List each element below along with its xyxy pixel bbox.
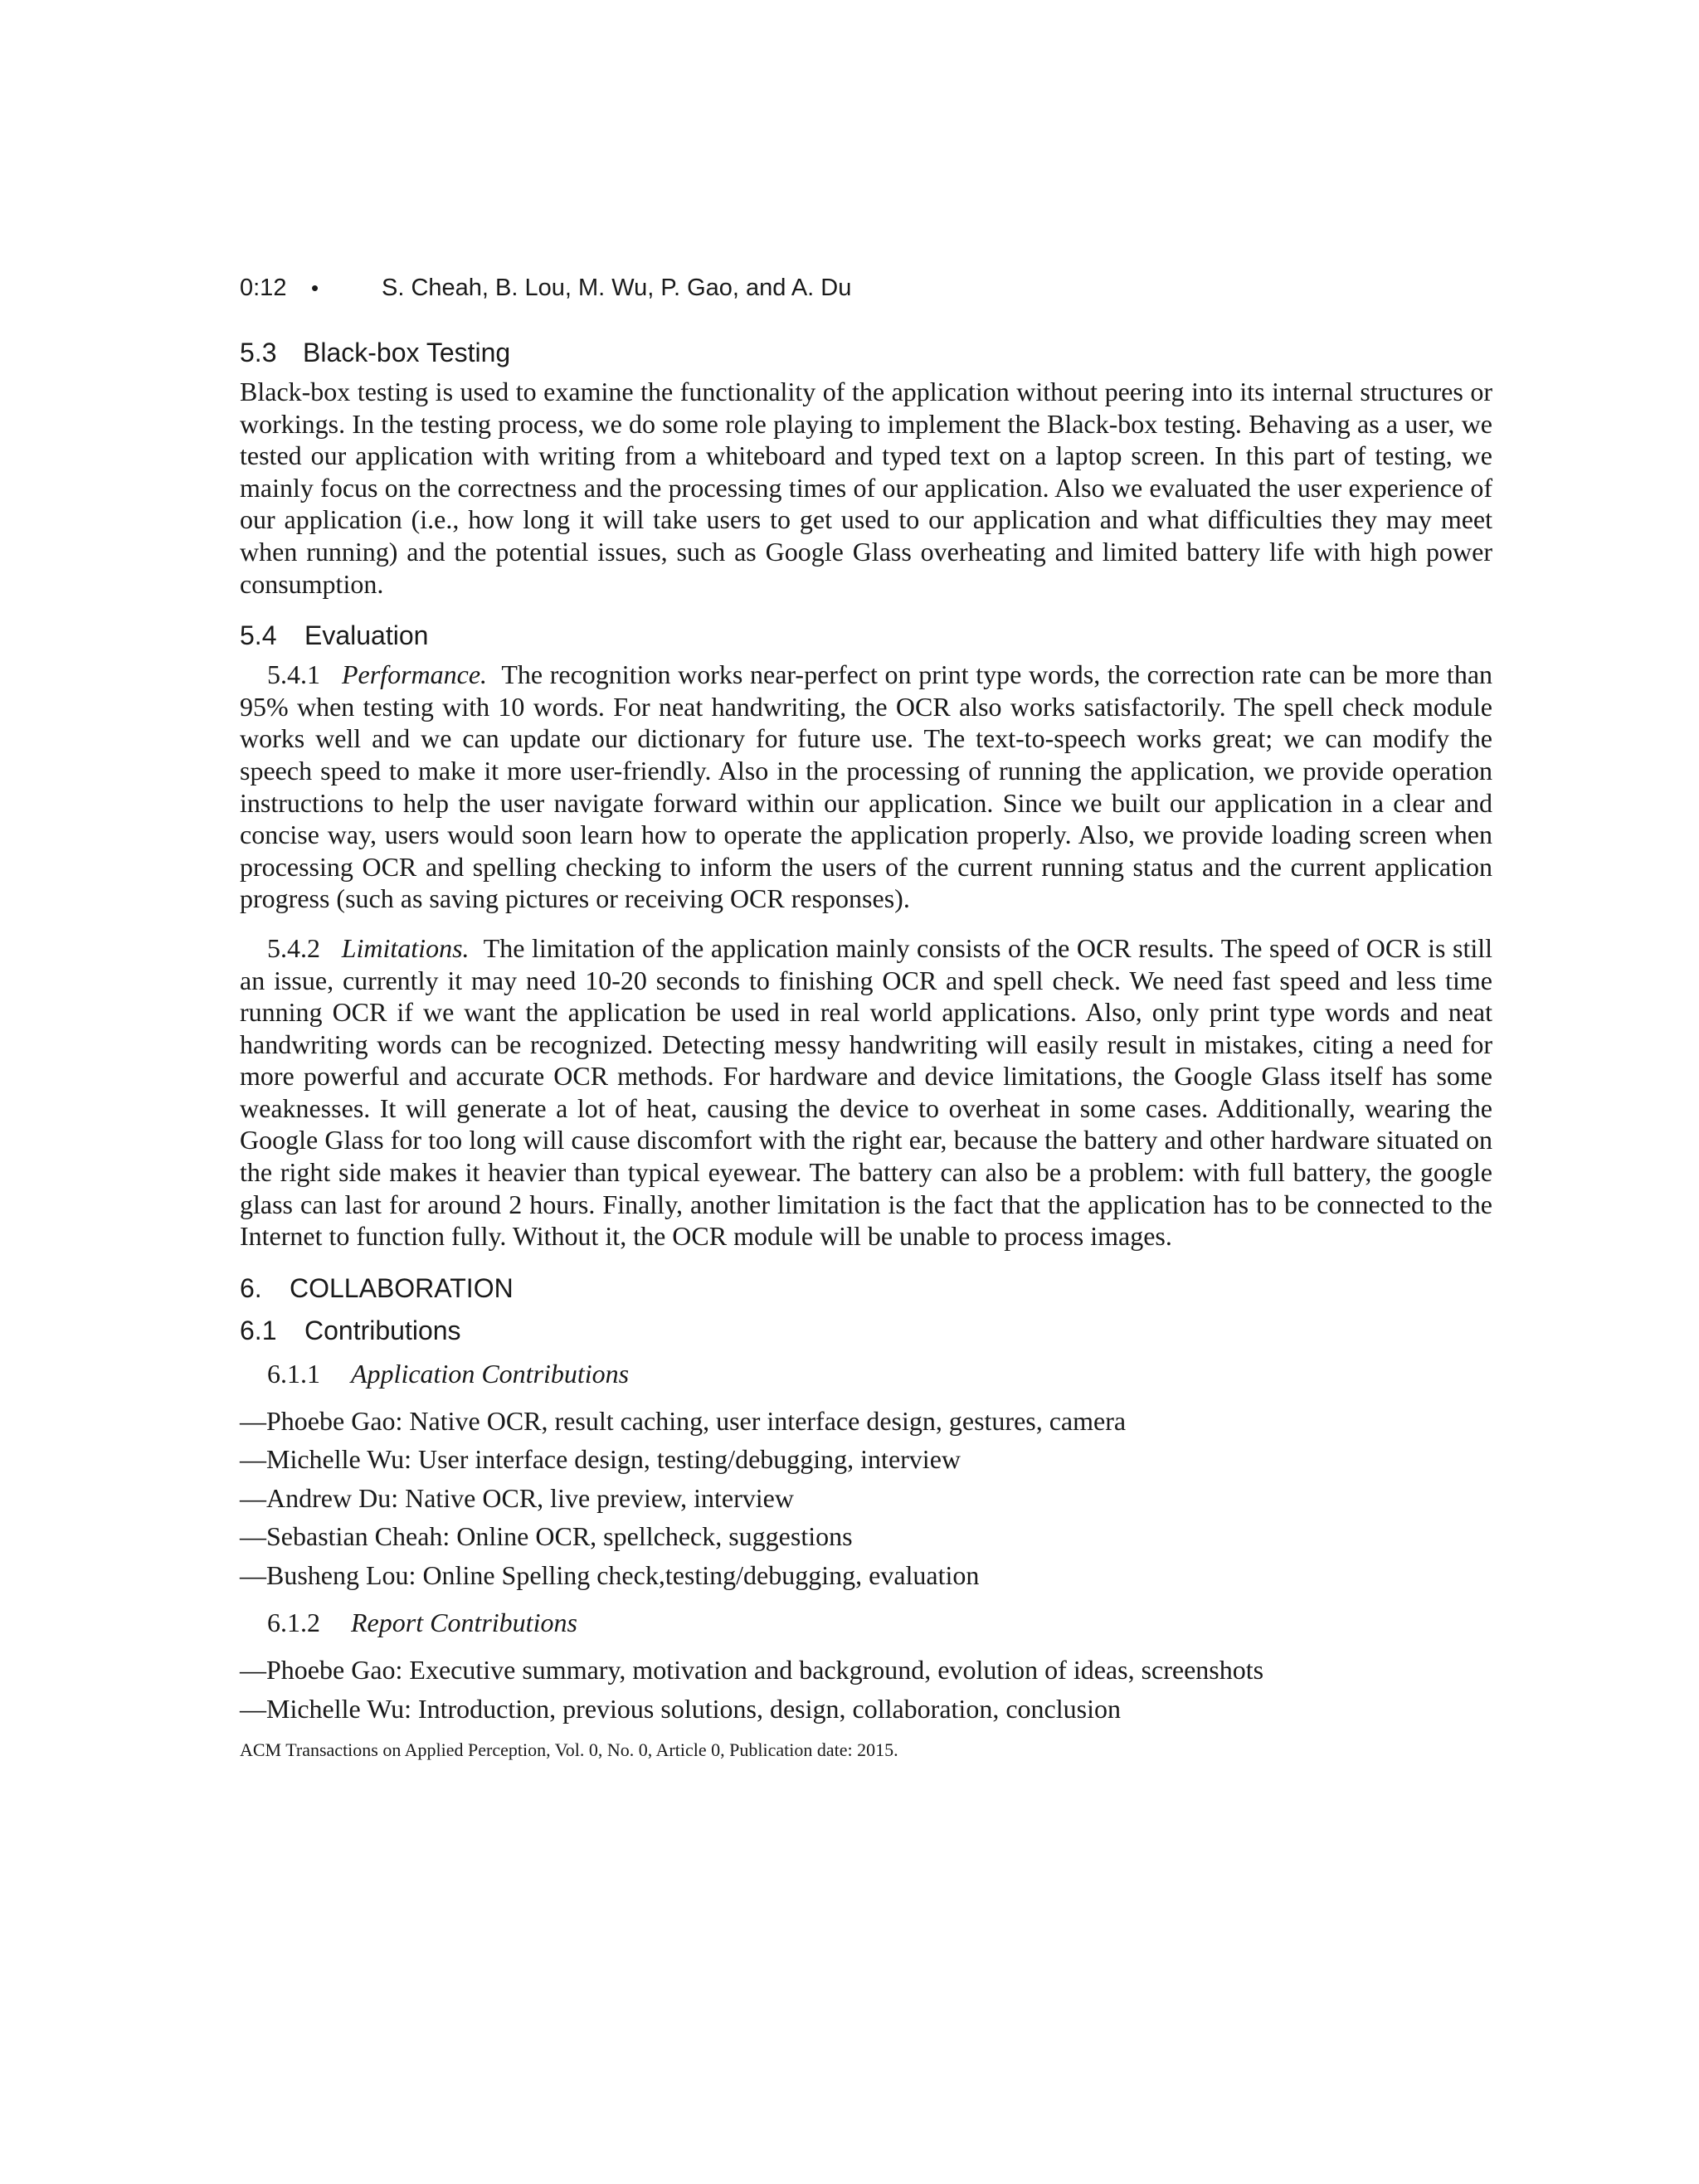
list-item: —Andrew Du: Native OCR, live preview, interview (240, 1482, 794, 1513)
section-title: COLLABORATION (290, 1272, 514, 1303)
report-contributions-list (240, 1651, 1492, 1728)
subsection-number: 5.4.2 (267, 932, 320, 963)
section-6-heading (240, 1272, 1492, 1305)
list-item: —Sebastian Cheah: Online OCR, spellcheck, suggestions (240, 1521, 853, 1552)
subsection-title: Application Contributions (351, 1358, 630, 1389)
list-item: —Phoebe Gao: Executive summary, motivation and background, evolution of ideas, screenshots (240, 1655, 1264, 1685)
section-number: 5.4 (240, 620, 277, 651)
section-number: 6.1 (240, 1315, 277, 1345)
section-5-3-heading (240, 336, 1492, 369)
subsection-5-4-2-paragraph (240, 932, 1492, 1253)
section-title: Evaluation (304, 620, 429, 651)
list-item: —Busheng Lou: Online Spelling check,testing/debugging, evaluation (240, 1559, 980, 1590)
section-number: 6. (240, 1272, 262, 1303)
application-contributions-list (240, 1402, 1492, 1595)
subsection-number: 5.4.1 (267, 659, 320, 690)
list-item: —Michelle Wu: Introduction, previous solutions, design, collaboration, conclusion (240, 1693, 1121, 1724)
section-5-3-text: Black-box testing is used to examine the functionality of the application without peering into its internal structures or workings. In the testing process, we do some role playing to implement the Black-box testing. Behaving as a user, we tested our application with writing from a whiteboard and typed text on a laptop screen. In this part of testing, we mainly focus on the correctness and the processing times of our application. Also we evaluated the user experience of our application (i.e., how long it will take users to get used to our application and what difficulties they may meet when running) and the potential issues, such as Google Glass overheating and limited battery life with high power consumption. (240, 377, 1492, 599)
section-5-4-heading (240, 619, 1492, 652)
subsection-6-1-1-heading (240, 1357, 1492, 1390)
subsection-title: Performance. (341, 659, 488, 690)
list-item: —Michelle Wu: User interface design, testing/debugging, interview (240, 1444, 961, 1475)
author-list: S. Cheah, B. Lou, M. Wu, P. Gao, and A. Du (382, 274, 852, 301)
subsection-number: 6.1.2 (267, 1608, 320, 1638)
subsection-number: 6.1.1 (267, 1358, 320, 1389)
subsection-title: Report Contributions (351, 1608, 577, 1638)
list-item: —Phoebe Gao: Native OCR, result caching, user interface design, gestures, camera (240, 1405, 1127, 1436)
section-title: Contributions (304, 1315, 461, 1345)
bullet-separator: • (311, 275, 319, 300)
page-number: 0:12 (240, 274, 287, 301)
subsection-text: The recognition works near-perfect on print type words, the correction rate can be more than 95% when testing with 10 words. For neat handwriting, the OCR also works satisfactorily. The spell check module works well and we can update our dictionary for future use. The text-to-speech works great; we can modify the speech speed to make it more user-friendly. Also in the processing of running the application, we provide operation instructions to help the user navigate forward within our application. Since we built our application in a clear and concise way, users would soon learn how to operate the application properly. Also, we provide loading screen when processing OCR and spelling checking to inform the users of the current running status and the current application progress (such as saving pictures or receiving OCR responses). (240, 659, 1493, 914)
running-head (240, 274, 1492, 302)
subsection-text: The limitation of the application mainly consists of the OCR results. The speed of OCR is still an issue, currently it may need 10-20 seconds to finishing OCR and spell check. We need fast speed and less time running OCR if we want the application be used in real world applications. Also, only print type words and neat handwriting words can be recognized. Detecting messy handwriting will easily result in mistakes, citing a need for more powerful and accurate OCR methods. For hardware and device limitations, the Google Glass itself has some weaknesses. It will generate a lot of heat, causing the device to overheat in some cases. Additionally, wearing the Google Glass for too long will cause discomfort with the right ear, because the battery and other hardware situated on the right side makes it heavier than typical eyewear. The battery can also be a problem: with full battery, the google glass can last for around 2 hours. Finally, another limitation is the fact that the application has to be connected to the Internet to function fully. Without it, the OCR module will be unable to process images. (240, 932, 1493, 1252)
journal-footer: ACM Transactions on Applied Perception, Vol. 0, No. 0, Article 0, Publication date: 2015. (240, 1739, 898, 1761)
subsection-title: Limitations. (341, 932, 470, 963)
section-number: 5.3 (240, 338, 277, 367)
section-title: Black-box Testing (303, 338, 511, 367)
subsection-5-4-1-paragraph (240, 659, 1492, 915)
subsection-6-1-2-heading (240, 1606, 1492, 1639)
section-6-1-heading (240, 1314, 1492, 1347)
paper-page (240, 274, 1492, 1761)
